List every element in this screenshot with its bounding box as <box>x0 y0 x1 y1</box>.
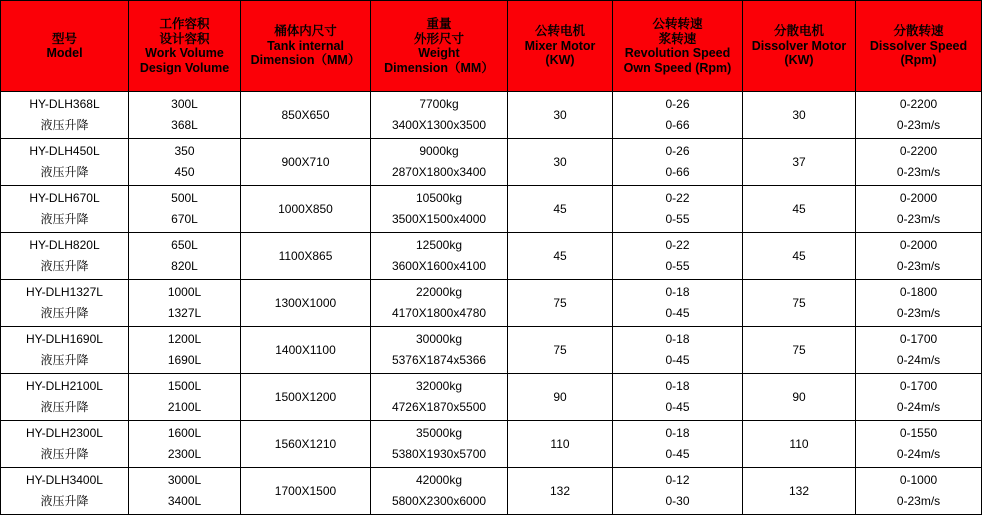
cell-line: 12500kg <box>415 238 463 252</box>
cell-dissolver-motor <box>743 92 856 139</box>
cell-line: 1327L <box>167 306 202 320</box>
table-row <box>1 327 982 374</box>
column-header-weight <box>371 1 508 92</box>
cell-tank <box>241 92 371 139</box>
column-header-line: 公转转速 <box>652 17 703 31</box>
cell-line: 1700X1500 <box>274 483 337 498</box>
cell-speed <box>613 280 743 327</box>
cell-dissolver-speed <box>856 92 982 139</box>
cell-line: 0-23m/s <box>896 494 941 508</box>
cell-line: 0-1700 <box>899 379 938 393</box>
cell-line: 2100L <box>167 400 202 414</box>
header-row <box>1 1 982 92</box>
table-row <box>1 421 982 468</box>
cell-line: 30 <box>792 107 806 122</box>
cell-line: HY-DLH2300L <box>26 426 103 440</box>
column-header-line: Dissolver Speed <box>869 38 968 53</box>
cell-line: 900X710 <box>281 154 330 169</box>
column-header-line: (Rpm) <box>900 53 937 68</box>
cell-line: 2870X1800x3400 <box>391 165 487 179</box>
cell-dissolver-speed <box>856 139 982 186</box>
cell-volume <box>129 139 241 186</box>
cell-dissolver-motor <box>743 374 856 421</box>
cell-line: 0-45 <box>665 353 690 367</box>
cell-line: 4726X1870x5500 <box>391 400 487 414</box>
cell-line: 650L <box>171 238 198 252</box>
cell-speed <box>613 374 743 421</box>
cell-line: 5380X1930x5700 <box>391 447 487 461</box>
cell-line: 670L <box>171 212 198 226</box>
cell-dissolver-motor <box>743 280 856 327</box>
cell-line: 0-23m/s <box>896 259 941 273</box>
cell-line: 2300L <box>167 447 202 461</box>
cell-line: 45 <box>553 201 567 216</box>
cell-line: 0-18 <box>665 379 690 393</box>
cell-line: 850X650 <box>281 107 330 122</box>
cell-model <box>1 139 129 186</box>
cell-line: 0-26 <box>665 144 690 158</box>
cell-line: HY-DLH368L <box>29 97 100 111</box>
cell-line: 90 <box>553 389 567 404</box>
cell-speed <box>613 186 743 233</box>
cell-tank <box>241 421 371 468</box>
cell-line: 0-22 <box>665 238 690 252</box>
column-header-line: Dimension（MM） <box>384 60 494 75</box>
cell-dissolver-motor <box>743 233 856 280</box>
cell-line: 42000kg <box>415 473 463 487</box>
cell-weight <box>371 280 508 327</box>
cell-line: 32000kg <box>415 379 463 393</box>
cell-mixer-motor <box>508 280 613 327</box>
column-header-line: Weight <box>418 46 460 60</box>
cell-line: 22000kg <box>415 285 463 299</box>
table-row <box>1 139 982 186</box>
cell-weight <box>371 186 508 233</box>
cell-speed <box>613 468 743 515</box>
cell-weight <box>371 327 508 374</box>
cell-volume <box>129 327 241 374</box>
cell-line: 45 <box>792 248 806 263</box>
cell-line: 1690L <box>167 353 202 367</box>
cell-volume <box>129 186 241 233</box>
cell-line: 300L <box>171 97 198 111</box>
cell-line: 75 <box>792 342 806 357</box>
column-header-volume <box>129 1 241 92</box>
cell-line: 0-18 <box>665 332 690 346</box>
cell-line: 液压升降 <box>40 400 89 414</box>
cell-line: 0-23m/s <box>896 118 941 132</box>
cell-line: 110 <box>789 436 809 451</box>
cell-volume <box>129 421 241 468</box>
cell-weight <box>371 233 508 280</box>
column-header-line: Dimension（MM） <box>250 53 361 68</box>
cell-line: 90 <box>792 389 806 404</box>
cell-line: 0-18 <box>665 285 690 299</box>
column-header-line: 型号 <box>51 31 77 46</box>
cell-line: 0-24m/s <box>896 447 941 461</box>
table-row <box>1 92 982 139</box>
cell-line: HY-DLH1690L <box>26 332 103 346</box>
cell-line: 1300X1000 <box>274 295 337 310</box>
cell-dissolver-motor <box>743 421 856 468</box>
cell-line: 5800X2300x6000 <box>391 494 487 508</box>
cell-tank <box>241 233 371 280</box>
cell-line: HY-DLH820L <box>29 238 100 252</box>
cell-line: 4170X1800x4780 <box>391 306 487 320</box>
cell-line: 1500L <box>167 379 202 393</box>
cell-dissolver-speed <box>856 280 982 327</box>
cell-line: 液压升降 <box>40 165 89 179</box>
cell-line: 3400L <box>167 494 202 508</box>
cell-dissolver-motor <box>743 186 856 233</box>
cell-line: 0-55 <box>665 259 690 273</box>
cell-speed <box>613 92 743 139</box>
column-header-line: (KW) <box>784 53 814 68</box>
cell-line: 1000X850 <box>278 201 333 216</box>
cell-mixer-motor <box>508 374 613 421</box>
cell-mixer-motor <box>508 92 613 139</box>
cell-model <box>1 233 129 280</box>
cell-line: 0-2000 <box>899 191 938 205</box>
cell-line: 液压升降 <box>40 118 89 132</box>
cell-model <box>1 92 129 139</box>
cell-line: 0-45 <box>665 306 690 320</box>
cell-tank <box>241 468 371 515</box>
cell-line: 0-23m/s <box>896 212 941 226</box>
cell-line: 3000L <box>167 473 202 487</box>
cell-line: 45 <box>792 201 806 216</box>
cell-line: 液压升降 <box>40 353 89 367</box>
cell-line: 5376X1874x5366 <box>391 353 487 367</box>
cell-line: HY-DLH3400L <box>26 473 103 487</box>
cell-dissolver-motor <box>743 468 856 515</box>
cell-line: 0-2200 <box>899 144 938 158</box>
column-header-line: Mixer Motor <box>524 38 596 53</box>
cell-volume <box>129 468 241 515</box>
cell-dissolver-speed <box>856 374 982 421</box>
cell-line: 75 <box>553 342 567 357</box>
cell-line: 液压升降 <box>40 494 89 508</box>
cell-volume <box>129 374 241 421</box>
cell-line: 10500kg <box>415 191 463 205</box>
column-header-line: 重量 <box>426 17 452 31</box>
cell-dissolver-speed <box>856 468 982 515</box>
cell-line: 368L <box>171 118 198 132</box>
column-header-line: 公转电机 <box>534 24 585 39</box>
cell-line: 0-45 <box>665 447 690 461</box>
table-row <box>1 280 982 327</box>
cell-line: 30000kg <box>415 332 463 346</box>
cell-mixer-motor <box>508 468 613 515</box>
cell-line: 液压升降 <box>40 306 89 320</box>
cell-line: 450 <box>174 165 195 179</box>
cell-line: 0-66 <box>665 165 690 179</box>
cell-volume <box>129 92 241 139</box>
cell-line: HY-DLH1327L <box>26 285 103 299</box>
column-header-line: Work Volume <box>145 46 224 60</box>
cell-line: 1500X1200 <box>274 389 337 404</box>
cell-line: 350 <box>174 144 195 158</box>
cell-tank <box>241 374 371 421</box>
column-header-line: (KW) <box>545 53 575 68</box>
column-header-line: Design Volume <box>139 60 230 75</box>
cell-line: 0-30 <box>665 494 690 508</box>
column-header-model <box>1 1 129 92</box>
cell-model <box>1 421 129 468</box>
cell-line: 0-23m/s <box>896 306 941 320</box>
column-header-line: Dissolver Motor <box>751 38 847 53</box>
cell-weight <box>371 468 508 515</box>
column-header-tank <box>241 1 371 92</box>
cell-tank <box>241 327 371 374</box>
column-header-line: Revolution Speed <box>624 46 731 60</box>
cell-line: 35000kg <box>415 426 463 440</box>
cell-line: 0-26 <box>665 97 690 111</box>
cell-model <box>1 327 129 374</box>
cell-line: 0-22 <box>665 191 690 205</box>
column-header-line: 外形尺寸 <box>413 31 464 46</box>
cell-dissolver-speed <box>856 421 982 468</box>
cell-speed <box>613 327 743 374</box>
cell-line: 0-1000 <box>899 473 938 487</box>
cell-mixer-motor <box>508 233 613 280</box>
cell-line: 液压升降 <box>40 447 89 461</box>
cell-weight <box>371 92 508 139</box>
cell-line: 液压升降 <box>40 259 89 273</box>
cell-model <box>1 280 129 327</box>
table-row <box>1 233 982 280</box>
cell-line: 132 <box>549 483 571 498</box>
cell-line: 0-55 <box>665 212 690 226</box>
column-header-dissolver-speed <box>856 1 982 92</box>
cell-line: 1600L <box>167 426 202 440</box>
cell-speed <box>613 233 743 280</box>
table-row <box>1 186 982 233</box>
cell-line: 820L <box>171 259 198 273</box>
cell-volume <box>129 280 241 327</box>
table-body <box>1 92 982 515</box>
cell-volume <box>129 233 241 280</box>
cell-dissolver-motor <box>743 139 856 186</box>
cell-mixer-motor <box>508 186 613 233</box>
table-header <box>1 1 982 92</box>
cell-line: 3400X1300x3500 <box>391 118 487 132</box>
cell-model <box>1 186 129 233</box>
cell-line: 30 <box>553 107 567 122</box>
cell-dissolver-speed <box>856 233 982 280</box>
cell-line: 9000kg <box>419 144 459 158</box>
column-header-line: 分散电机 <box>773 24 824 39</box>
cell-mixer-motor <box>508 327 613 374</box>
cell-line: 3500X1500x4000 <box>391 212 487 226</box>
cell-weight <box>371 374 508 421</box>
cell-line: 0-12 <box>665 473 690 487</box>
cell-speed <box>613 421 743 468</box>
cell-line: 75 <box>553 295 567 310</box>
cell-line: 110 <box>550 436 570 451</box>
column-header-dissolver-motor <box>743 1 856 92</box>
cell-line: 75 <box>792 295 806 310</box>
cell-line: 0-2000 <box>899 238 938 252</box>
column-header-line: Own Speed (Rpm) <box>623 60 732 75</box>
cell-tank <box>241 186 371 233</box>
column-header-speed <box>613 1 743 92</box>
cell-line: 1100X865 <box>278 248 333 263</box>
cell-line: 0-24m/s <box>896 400 941 414</box>
table-row <box>1 468 982 515</box>
cell-line: 0-1550 <box>899 426 938 440</box>
cell-line: 7700kg <box>419 97 459 111</box>
cell-line: 液压升降 <box>40 212 89 226</box>
cell-line: 1560X1210 <box>274 436 337 451</box>
cell-line: 0-66 <box>665 118 690 132</box>
column-header-line: 工作容积 <box>159 17 210 31</box>
cell-line: 0-23m/s <box>896 165 941 179</box>
table-row <box>1 374 982 421</box>
column-header-line: 桶体内尺寸 <box>274 24 337 39</box>
cell-line: 1400X1100 <box>275 342 336 357</box>
cell-line: 0-1700 <box>899 332 938 346</box>
cell-line: HY-DLH2100L <box>26 379 103 393</box>
cell-weight <box>371 139 508 186</box>
cell-line: 500L <box>171 191 198 205</box>
cell-line: 1200L <box>167 332 202 346</box>
cell-tank <box>241 139 371 186</box>
column-header-line: Model <box>46 46 83 60</box>
cell-mixer-motor <box>508 139 613 186</box>
cell-line: 45 <box>553 248 567 263</box>
cell-line: HY-DLH450L <box>29 144 100 158</box>
cell-dissolver-motor <box>743 327 856 374</box>
cell-line: 37 <box>792 154 806 169</box>
cell-mixer-motor <box>508 421 613 468</box>
cell-line: 132 <box>788 483 810 498</box>
cell-line: 0-24m/s <box>896 353 941 367</box>
cell-line: 3600X1600x4100 <box>391 259 487 273</box>
cell-tank <box>241 280 371 327</box>
cell-line: 0-1800 <box>899 285 938 299</box>
column-header-mixer-motor <box>508 1 613 92</box>
cell-line: 1000L <box>167 285 202 299</box>
cell-weight <box>371 421 508 468</box>
cell-model <box>1 468 129 515</box>
cell-line: 0-45 <box>665 400 690 414</box>
cell-line: 0-18 <box>665 426 690 440</box>
cell-dissolver-speed <box>856 186 982 233</box>
cell-speed <box>613 139 743 186</box>
cell-dissolver-speed <box>856 327 982 374</box>
cell-line: 0-2200 <box>899 97 938 111</box>
cell-model <box>1 374 129 421</box>
cell-line: HY-DLH670L <box>29 191 100 205</box>
column-header-line: 浆转速 <box>658 31 697 46</box>
cell-line: 30 <box>553 154 567 169</box>
column-header-line: Tank internal <box>267 38 344 53</box>
column-header-line: 设计容积 <box>159 31 210 46</box>
column-header-line: 分散转速 <box>893 24 944 39</box>
